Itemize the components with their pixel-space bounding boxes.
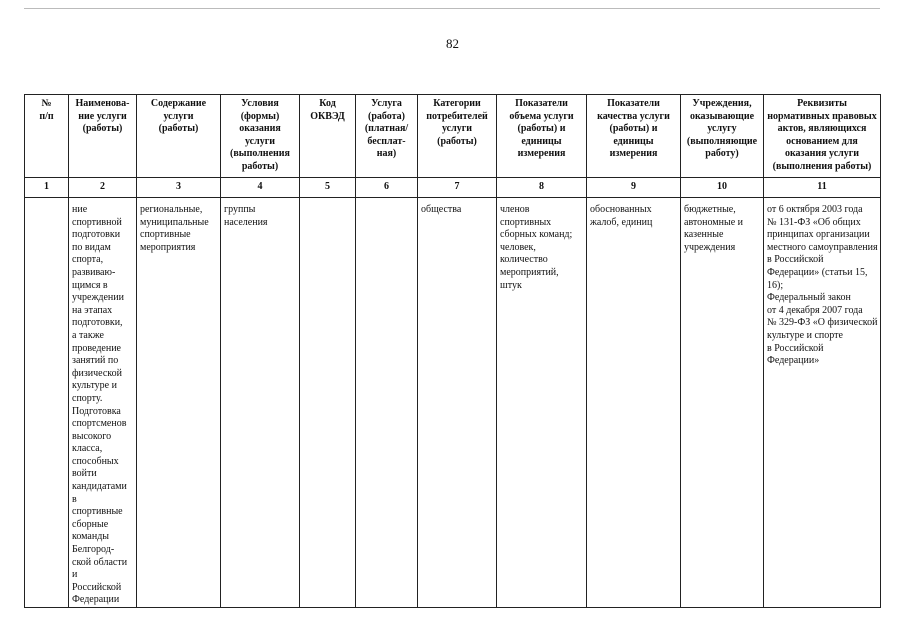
- cell-legal-acts: от 6 октября 2003 года № 131-ФЗ «Об общих принципах организации местного самоуправления в Российской Федерации» (статьи 15, 16); Федеральный закон от 4 декабря 2007 года № 329-ФЗ «О физической культуре и спорте в Российской Федерации»: [764, 198, 881, 608]
- header-paid-free: Услуга (работа) (платная/ бесплат- ная): [356, 95, 418, 178]
- cell-consumer-categories: общества: [418, 198, 497, 608]
- column-number-row: [25, 178, 881, 198]
- column-number: 11: [764, 178, 881, 198]
- column-number: 6: [356, 178, 418, 198]
- column-number: 5: [300, 178, 356, 198]
- cell-institutions: бюджетные, автономные и казенные учреждения: [681, 198, 764, 608]
- cell-number: [25, 198, 69, 608]
- column-number: 2: [69, 178, 137, 198]
- column-number: 4: [221, 178, 300, 198]
- header-consumer-categories: Категории потребителей услуги (работы): [418, 95, 497, 178]
- cell-quality-indicators: обоснованных жалоб, единиц: [587, 198, 681, 608]
- cell-service-name: ние спортивной подготовки по видам спорта, развиваю- щимся в учреждении на этапах подготовки, а также проведение занятий по физической культуре и спорту. Подготовка спортсменов высокого класса, способных войти кандидатами в спортивные сборные команды Белгород- ской области и Российской Федерации: [69, 198, 137, 608]
- column-number: 1: [25, 178, 69, 198]
- page-number: 82: [446, 36, 459, 51]
- cell-conditions: группы населения: [221, 198, 300, 608]
- column-number: 8: [497, 178, 587, 198]
- header-okved: Код ОКВЭД: [300, 95, 356, 178]
- column-number: 10: [681, 178, 764, 198]
- table-row: [25, 198, 881, 608]
- cell-paid-free: [356, 198, 418, 608]
- header-quality-indicators: Показатели качества услуги (работы) и единицы измерения: [587, 95, 681, 178]
- header-institutions: Учреждения, оказывающие услугу (выполняющие работу): [681, 95, 764, 178]
- header-service-name: Наименова- ние услуги (работы): [69, 95, 137, 178]
- cell-okved: [300, 198, 356, 608]
- cell-volume-indicators: членов спортивных сборных команд; человек, количество мероприятий, штук: [497, 198, 587, 608]
- header-legal-acts: Реквизиты нормативных правовых актов, являющихся основанием для оказания услуги (выполнения работы): [764, 95, 881, 178]
- column-number: 9: [587, 178, 681, 198]
- header-number: № п/п: [25, 95, 69, 178]
- header-volume-indicators: Показатели объема услуги (работы) и единицы измерения: [497, 95, 587, 178]
- column-number: 3: [137, 178, 221, 198]
- services-register-table: [24, 94, 881, 608]
- header-service-content: Содержание услуги (работы): [137, 95, 221, 178]
- header-conditions: Условия (формы) оказания услуги (выполнения работы): [221, 95, 300, 178]
- header-row: [25, 95, 881, 178]
- cell-service-content: региональные, муниципальные спортивные мероприятия: [137, 198, 221, 608]
- column-number: 7: [418, 178, 497, 198]
